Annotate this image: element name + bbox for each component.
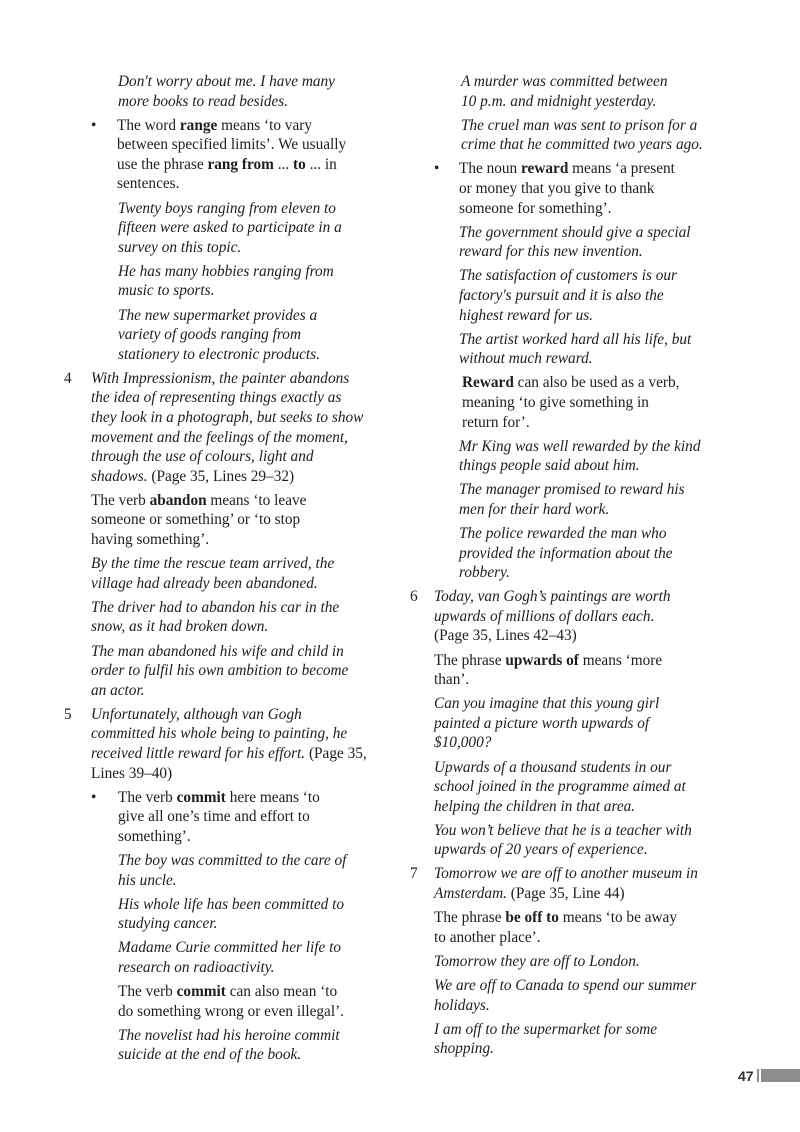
entry-number: 4 [64, 369, 72, 387]
page-reference: (Page 35, Lines 42–43) [434, 627, 577, 645]
bullet-icon: • [434, 160, 440, 178]
example-sentence: Don't worry about me. I have many more books to read besides. [118, 73, 335, 110]
example-sentence: I am off to the supermarket for some shopping. [434, 1020, 658, 1058]
example-sentence: Madame Curie committed her life to research on radioactivity. [118, 939, 342, 976]
example-sentence: The new supermarket provides a variety of goods ranging from stationery to electronic products. [118, 306, 320, 363]
example-sentence: The boy was committed to the care of his uncle. [118, 851, 347, 889]
page-reference: (Page 35, Lines 29–32) [147, 467, 295, 485]
page-reference: (Page 35, [305, 745, 367, 762]
entry-number: 6 [410, 588, 418, 606]
definition-upwards-of: The phrase upwards of means ‘more than’. [434, 651, 663, 689]
example-sentence: Twenty boys ranging from eleven to fifteen were asked to participate in a survey on this topic. [118, 199, 342, 256]
example-sentence: The police rewarded the man who provided the information about the robbery. [459, 524, 673, 582]
example-sentence: The satisfaction of customers is our factory's pursuit and it is also the highest reward for us. [459, 267, 677, 324]
keyword-upwards-of: upwards of [505, 651, 579, 669]
keyword-commit: commit [176, 788, 226, 806]
entry-number: 5 [64, 705, 72, 723]
example-sentence: Tomorrow they are off to London. [434, 952, 640, 970]
example-sentence: The government should give a special reward for this new invention. [459, 223, 691, 261]
definition-reward: • The noun reward means ‘a present or money that you give to thank someone for something’. [434, 160, 675, 217]
left-column [64, 72, 394, 1069]
definition-be-off-to: The phrase be off to means ‘to be away to another place’. [434, 909, 677, 946]
example-sentence: He has many hobbies ranging from music to sports. [118, 262, 334, 300]
bullet-icon: • [91, 116, 97, 134]
keyword-abandon: abandon [149, 491, 207, 509]
example-sentence: The novelist had his heroine commit suicide at the end of the book. [118, 1026, 340, 1064]
entry-6-quote: 6 Today, van Gogh’s paintings are worth upwards of millions of dollars each. (Page 35, Lines 42–43) [410, 587, 740, 646]
example-sentence: You won’t believe that he is a teacher with upwards of 20 years of experience. [434, 821, 692, 859]
example-sentence: His whole life has been committed to studying cancer. [118, 895, 345, 933]
definition-abandon: The verb abandon means ‘to leave someone or something’ or ‘to stop having something’. [91, 491, 307, 549]
page-reference: (Page 35, Line 44) [506, 885, 625, 903]
definition-reward-verb: Reward can also be used as a verb, meaning ‘to give something in return for’. [462, 374, 680, 431]
example-sentence: Upwards of a thousand students in our school joined in the programme aimed at helping the children in that area. [434, 758, 686, 815]
bullet-icon: • [91, 788, 97, 806]
page-number-bar [761, 1069, 800, 1082]
entry-number: 7 [410, 865, 418, 883]
keyword-reward: reward [521, 160, 569, 178]
page-number-bar-divider [757, 1069, 759, 1082]
example-sentence: We are off to Canada to spend our summer holidays. [434, 976, 697, 1014]
example-sentence: The artist worked hard all his life, but without much reward. [459, 330, 692, 368]
keyword-range: range [179, 116, 218, 134]
definition-commit-illegal: The verb commit can also mean ‘to do something wrong or even illegal’. [118, 983, 345, 1020]
right-column [410, 72, 740, 1063]
entry-4-quote: 4 With Impressionism, the painter abandons the idea of representing things exactly as they look in a photograph, but seeks to show movement and the feelings of the moment, through the use of colours, light and shadows. (Page 35, Lines 29–32) [64, 369, 364, 485]
page-number: 47 [738, 1068, 754, 1084]
example-sentence: The cruel man was sent to prison for a crime that he committed two years ago. [461, 116, 703, 154]
example-sentence: The driver had to abandon his car in the snow, as it had broken down. [91, 598, 340, 636]
entry-5-quote: 5 Unfortunately, although van Gogh committed his whole being to painting, he received little reward for his effort. (Page 35, Lines 39–40) [64, 705, 367, 782]
example-sentence: Mr King was well rewarded by the kind things people said about him. [459, 437, 701, 475]
entry-7-quote: 7 Tomorrow we are off to another museum in Amsterdam. (Page 35, Line 44) [410, 865, 698, 903]
example-sentence: The manager promised to reward his men for their hard work. [459, 481, 685, 518]
definition-range: • The word range means ‘to vary between specified limits’. We usually use the phrase rang from ... to ... in sentences. [91, 116, 347, 193]
example-sentence: Can you imagine that this young girl painted a picture worth upwards of $10,000? [434, 695, 660, 752]
example-sentence: A murder was committed between 10 p.m. and midnight yesterday. [461, 73, 668, 110]
definition-commit: • The verb commit here means ‘to give all one’s time and effort to something’. [91, 788, 320, 845]
keyword-be-off-to: be off to [505, 909, 559, 927]
example-sentence: By the time the rescue team arrived, the village had already been abandoned. [91, 555, 335, 592]
example-sentence: The man abandoned his wife and child in order to fulfil his own ambition to become an actor. [91, 642, 349, 699]
